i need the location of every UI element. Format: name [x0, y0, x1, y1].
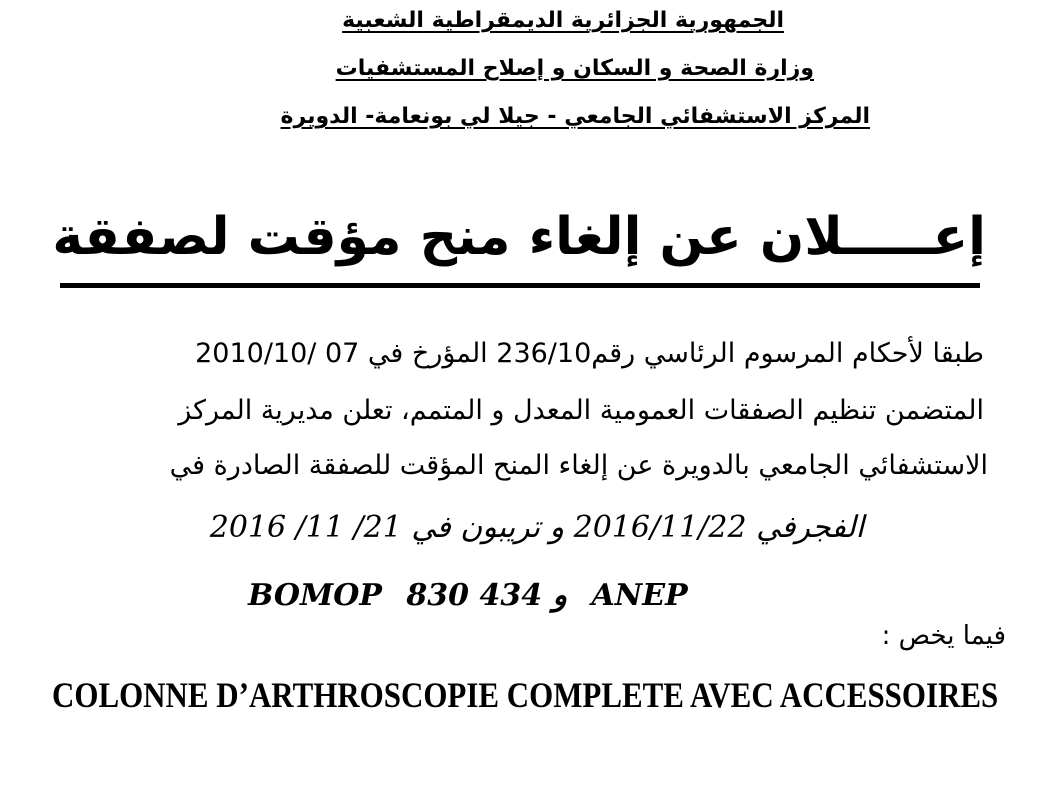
body-line-3: الاستشفائي الجامعي بالدويرة عن إلغاء المنح المؤقت للصفقة الصادرة في — [169, 450, 988, 481]
title-underline — [60, 283, 980, 288]
reference-conjunction: و — [552, 578, 568, 613]
publication-references — [248, 576, 702, 616]
announcement-title: إعـــــلان عن إلغاء منح مؤقت لصفقة — [52, 207, 986, 267]
bomop-reference: BOMOP — [248, 578, 382, 613]
header-ministry: وزارة الصحة و السكان و إصلاح المستشفيات — [335, 56, 814, 81]
subject-label: فيما يخص : — [881, 621, 1006, 651]
header-hospital: المركز الاستشفائي الجامعي - جيلا لي بونعامة- الدويرة — [280, 104, 870, 129]
body-line-2: المتضمن تنظيم الصفقات العمومية المعدل و المتمم، تعلن مديرية المركز — [178, 395, 984, 426]
anep-reference: 434 830 ANEP — [406, 578, 688, 613]
publication-dates: الفجرفي 2016/11/22 و تريبون في 21/ 11/ 2016 — [209, 510, 864, 545]
header-republic: الجمهورية الجزائرية الديمقراطية الشعبية — [342, 8, 784, 33]
body-line-1: طبقا لأحكام المرسوم الرئاسي رقم236/10 المؤرخ في 07 /2010/10 — [195, 338, 984, 369]
subject-text: COLONNE D’ARTHROSCOPIE COMPLETE AVEC ACCESSOIRES — [52, 675, 999, 715]
